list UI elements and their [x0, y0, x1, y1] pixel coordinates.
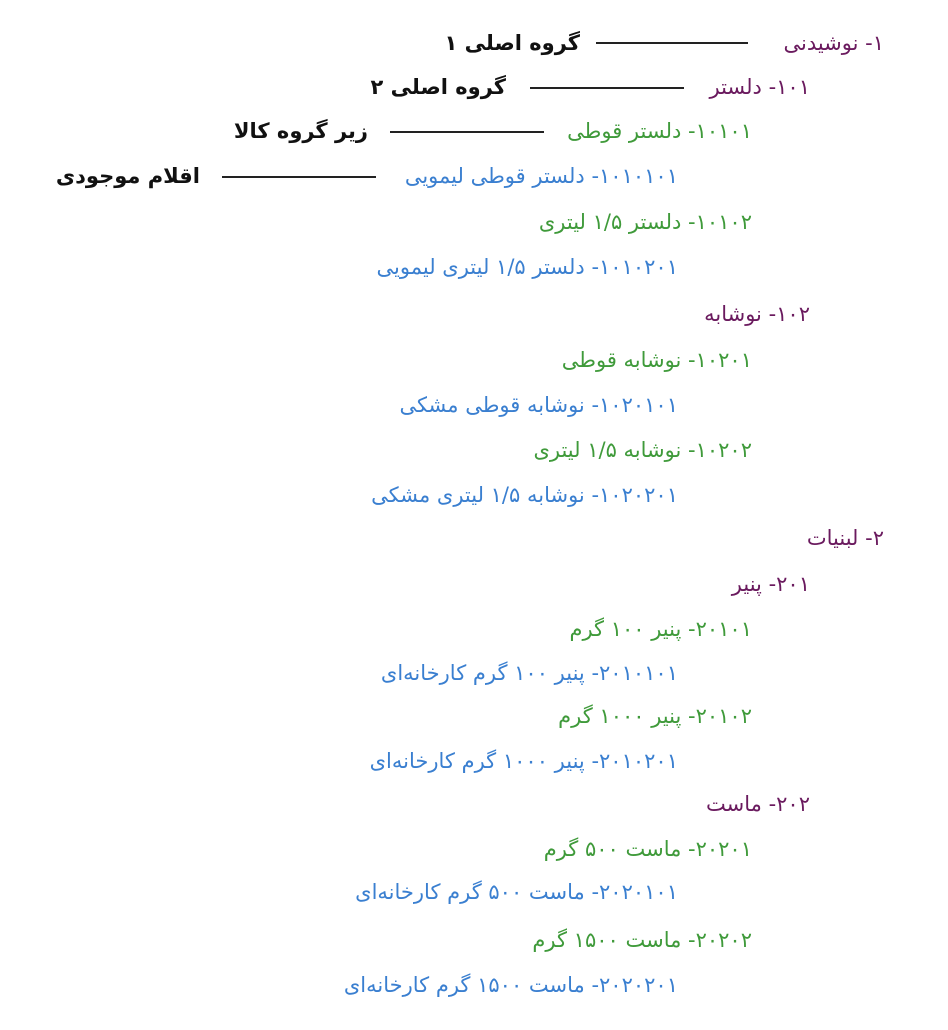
connector-line-main-group-2: [530, 87, 684, 89]
tree-node-cheese-1000g: ۲۰۱۰۲- پنیر ۱۰۰۰ گرم: [558, 704, 752, 728]
tree-node-cheese-100g-factory: ۲۰۱۰۱۰۱- پنیر ۱۰۰ گرم کارخانه‌ای: [380, 661, 678, 685]
legend-sub-group: زیر گروه کالا: [233, 119, 368, 143]
tree-node-soda-can-black: ۱۰۲۰۱۰۱- نوشابه قوطی مشکی: [399, 393, 678, 417]
tree-node-yogurt-1500g: ۲۰۲۰۲- ماست ۱۵۰۰ گرم: [532, 928, 752, 952]
tree-node-yogurt-1500g-factory: ۲۰۲۰۲۰۱- ماست ۱۵۰۰ گرم کارخانه‌ای: [343, 973, 678, 997]
tree-node-soda-1-5l-black: ۱۰۲۰۲۰۱- نوشابه ۱/۵ لیتری مشکی: [371, 483, 678, 507]
tree-node-cheese: ۲۰۱- پنیر: [731, 572, 810, 596]
tree-node-yogurt: ۲۰۲- ماست: [706, 792, 810, 816]
tree-node-yogurt-500g: ۲۰۲۰۱- ماست ۵۰۰ گرم: [543, 837, 752, 861]
tree-node-yogurt-500g-factory: ۲۰۲۰۱۰۱- ماست ۵۰۰ گرم کارخانه‌ای: [355, 880, 678, 904]
tree-node-delster-1-5l: ۱۰۱۰۲- دلستر ۱/۵ لیتری: [538, 210, 752, 234]
legend-main-group-2: گروه اصلی ۲: [370, 75, 506, 99]
tree-node-delster-can-lemon: ۱۰۱۰۱۰۱- دلستر قوطی لیمویی: [404, 164, 678, 188]
tree-node-soda: ۱۰۲- نوشابه: [704, 302, 810, 326]
tree-node-beverages: ۱- نوشیدنی: [783, 31, 884, 55]
legend-main-group-1: گروه اصلی ۱: [444, 31, 580, 55]
tree-node-delster: ۱۰۱- دلستر: [709, 75, 810, 99]
tree-node-soda-can: ۱۰۲۰۱- نوشابه قوطی: [561, 348, 752, 372]
tree-node-soda-1-5l: ۱۰۲۰۲- نوشابه ۱/۵ لیتری: [533, 438, 752, 462]
connector-line-stock-items: [222, 176, 376, 178]
legend-stock-items: اقلام موجودی: [55, 164, 200, 188]
tree-node-cheese-100g: ۲۰۱۰۱- پنیر ۱۰۰ گرم: [569, 617, 752, 641]
tree-node-cheese-1000g-factory: ۲۰۱۰۲۰۱- پنیر ۱۰۰۰ گرم کارخانه‌ای: [369, 749, 678, 773]
tree-node-delster-can: ۱۰۱۰۱- دلستر قوطی: [567, 119, 752, 143]
tree-node-dairy: ۲- لبنیات: [806, 526, 884, 550]
connector-line-sub-group: [390, 131, 544, 133]
connector-line-main-group-1: [596, 42, 748, 44]
tree-node-delster-1-5l-lemon: ۱۰۱۰۲۰۱- دلستر ۱/۵ لیتری لیمویی: [376, 255, 678, 279]
